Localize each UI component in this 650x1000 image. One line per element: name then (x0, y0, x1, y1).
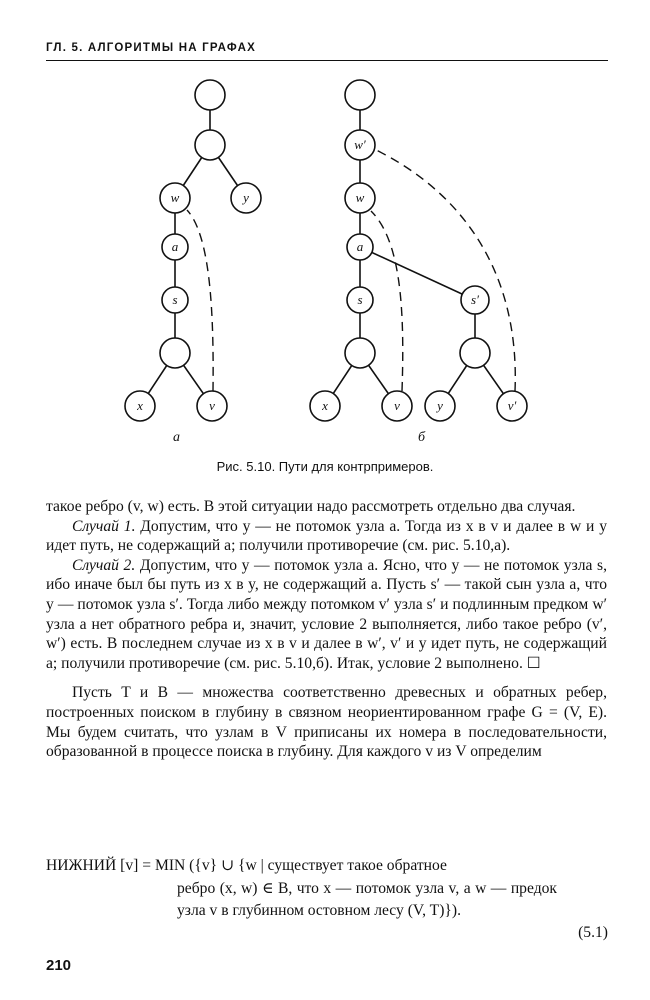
figure-5-10 (0, 70, 650, 450)
label-a-v: v (209, 398, 215, 413)
page-number: 210 (46, 957, 72, 974)
figure-sublabel-b: б (418, 430, 426, 445)
paragraph-case-2 (46, 556, 607, 674)
label-b-s: s (357, 292, 363, 307)
node-a-n2 (195, 130, 225, 160)
node-b-root (345, 80, 375, 110)
body-text (46, 497, 607, 762)
label-b-wp: w′ (354, 137, 366, 152)
header-rule (46, 60, 608, 61)
label-b-w: w (355, 190, 365, 205)
figure-caption: Рис. 5.10. Пути для контрпримеров. (216, 459, 434, 474)
node-b-n9 (460, 338, 490, 368)
back-edge-b-vp-wp (372, 148, 515, 391)
label-a-s: s (172, 292, 178, 307)
back-edge-a-v-w (187, 210, 213, 391)
label-b-x: x (322, 398, 328, 413)
node-a-root (195, 80, 225, 110)
label-b-sp: s′ (471, 292, 479, 307)
label-a-x: x (137, 398, 143, 413)
label-b-y: y (437, 398, 443, 413)
node-b-n6 (345, 338, 375, 368)
label-b-vp: v′ (507, 398, 517, 413)
figure-sublabel-a: а (173, 430, 180, 445)
case-2-text: Допустим, что y — потомок узла a. Ясно, что y — не потомок узла s, ибо иначе был бы путь из x в y, не содержащий a. Пусть s′ — такой сын узла a, что y — потомок узла s′. Тогда либо между потомком v′ узла s′ и подлинным предком w′ узла a нет обратного ребра и, значит, условие 2 выполняется, либо такое ребро (v′, w′) есть. В последнем случае из x в v и далее в w′, v′ и y идет путь, не содержащий a; получили противоречие (см. рис. 5.10,б). Итак, условие 2 выполнено. ☐ (46, 556, 607, 672)
case-1-label: Случай 1. (72, 517, 136, 535)
running-header: ГЛ. 5. АЛГОРИТМЫ НА ГРАФАХ (46, 42, 257, 54)
paragraph-4: Пусть T и B — множества соответственно древесных и обратных ребер, построенных поиском в глубину в связном неориентированном графе G = (V, E). Мы будем считать, что узлам в V приписаны их номера в последовательности, образованной в процессе поиска в глубину. Для каждого v из V определим (46, 684, 607, 761)
label-b-a: a (356, 239, 364, 254)
back-edge-b-v-w (371, 211, 403, 391)
label-a-a: a (171, 239, 179, 254)
label-b-v: v (394, 398, 400, 413)
node-a-n6 (160, 338, 190, 368)
formula-continuation: ребро (x, w) ∈ B, что x — потомок узла v, а w — предок узла v в глубинном остовном лесу (V, T)}). (177, 879, 557, 919)
formula-5-1 (46, 855, 608, 941)
paragraph-case-1 (46, 517, 607, 556)
case-2-label: Случай 2. (72, 556, 136, 574)
case-1-text: Допустим, что y — не потомок узла a. Тогда из x в v и далее в w и y идет путь, не содержащий a; получили противоречие (см. рис. 5.10,a). (46, 517, 607, 555)
paragraph-1: такое ребро (v, w) есть. В этой ситуации надо рассмотреть отдельно два случая. (46, 498, 576, 515)
label-a-y: y (243, 190, 249, 205)
formula-line-1: НИЖНИЙ [v] = MIN ({v} ∪ {w | существует такое обратное (46, 857, 447, 874)
edge-b-a-sp (360, 247, 475, 300)
label-a-w: w (170, 190, 180, 205)
equation-number: (5.1) (578, 924, 608, 941)
